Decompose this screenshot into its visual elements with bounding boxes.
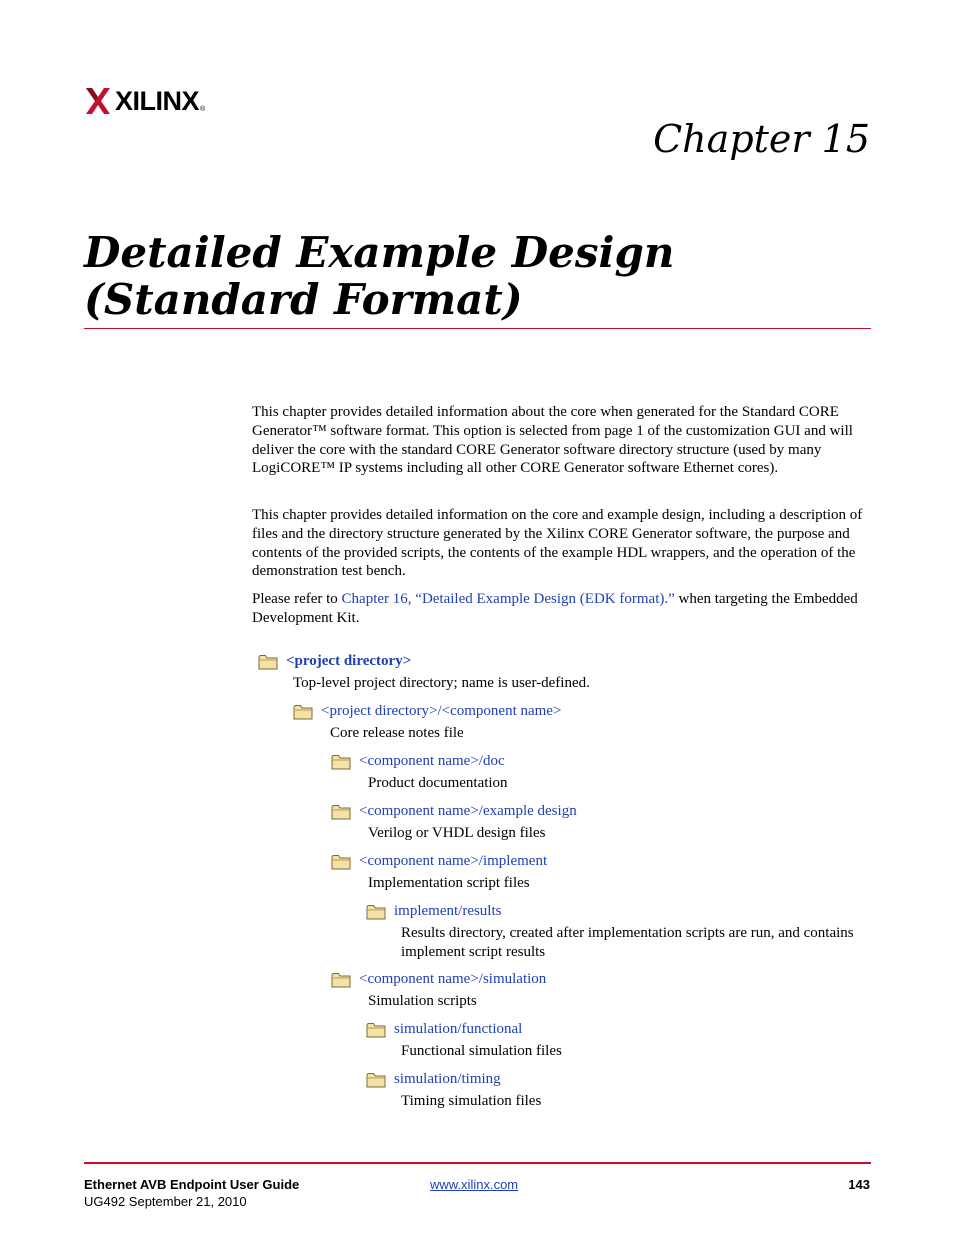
tree-item-description: Verilog or VHDL design files xyxy=(368,825,546,841)
tree-item xyxy=(366,1070,872,1111)
footer-url-link[interactable]: www.xilinx.com xyxy=(430,1177,519,1192)
logo-text: XILINX xyxy=(115,85,200,116)
folder-icon xyxy=(331,754,351,770)
tree-item-head[interactable] xyxy=(331,752,872,771)
tree-item-head[interactable] xyxy=(331,852,872,871)
xilinx-logo xyxy=(86,86,205,116)
intro-paragraph-3 xyxy=(252,590,872,628)
xilinx-mark-icon xyxy=(86,88,110,114)
tree-item-description: Functional simulation files xyxy=(401,1043,562,1059)
tree-item-description: Implementation script files xyxy=(368,875,530,891)
intro-paragraph-1: This chapter provides detailed information about the core when generated for the Standard CORE Generator™ software format. This option is selected from page 1 of the customization GUI and will deliver the core with the standard CORE Generator software directory structure (used by many LogiCORE™ IP systems including all other CORE Generator software Ethernet cores). xyxy=(252,404,853,477)
tree-item-label[interactable]: simulation/functional xyxy=(394,1021,523,1037)
tree-item-description: Simulation scripts xyxy=(368,993,477,1009)
title-divider xyxy=(84,328,871,329)
tree-item-head[interactable] xyxy=(331,802,872,821)
footer-divider xyxy=(84,1162,871,1164)
tree-item-description: Core release notes file xyxy=(330,725,464,741)
tree-item-head[interactable] xyxy=(293,702,872,721)
para3-text-after: when targeting the Embedded Development Kit. xyxy=(252,591,858,626)
tree-item-label[interactable]: <component name>/doc xyxy=(359,753,505,769)
tree-item xyxy=(258,652,872,693)
chapter-label: Chapter 15 xyxy=(653,117,870,161)
tree-item-label[interactable]: <project directory> xyxy=(286,653,412,669)
folder-icon xyxy=(366,1022,386,1038)
folder-icon xyxy=(331,804,351,820)
tree-item-head[interactable] xyxy=(366,1020,872,1039)
registered-mark: ® xyxy=(200,106,206,113)
folder-icon xyxy=(331,854,351,870)
tree-item-head[interactable] xyxy=(366,902,872,921)
chapter-16-link[interactable]: Chapter 16, “Detailed Example Design (EDK format).” xyxy=(341,591,675,607)
tree-item-head[interactable] xyxy=(258,652,872,671)
intro-paragraph-2: This chapter provides detailed information on the core and example design, including a description of files and the directory structure generated by the Xilinx CORE Generator software, the purpose and contents of the provided scripts, the contents of the example HDL wrappers, and the operation of the demonstration test bench. xyxy=(252,507,863,580)
tree-item-head[interactable] xyxy=(331,970,872,989)
tree-item xyxy=(331,802,872,843)
tree-item-description: Product documentation xyxy=(368,775,508,791)
footer-doc-id: UG492 September 21, 2010 xyxy=(84,1194,247,1209)
tree-item xyxy=(331,852,872,893)
page-number: 143 xyxy=(848,1177,870,1192)
tree-item xyxy=(366,1020,872,1061)
tree-item-label[interactable]: <component name>/simulation xyxy=(359,971,547,987)
folder-icon xyxy=(293,704,313,720)
tree-item xyxy=(366,902,872,962)
folder-icon xyxy=(366,904,386,920)
folder-icon xyxy=(258,654,278,670)
para3-text-before: Please refer to xyxy=(252,591,342,607)
tree-item-label[interactable]: <component name>/example design xyxy=(359,803,577,819)
tree-item-description: Top-level project directory; name is user-defined. xyxy=(293,675,590,691)
tree-item-label[interactable]: simulation/timing xyxy=(394,1071,501,1087)
tree-item xyxy=(293,702,872,743)
tree-item-label[interactable]: implement/results xyxy=(394,903,502,919)
tree-item-head[interactable] xyxy=(366,1070,872,1089)
folder-icon xyxy=(366,1072,386,1088)
tree-item xyxy=(331,752,872,793)
chapter-title: Detailed Example Design (Standard Format) xyxy=(84,228,675,324)
tree-item-label[interactable]: <component name>/implement xyxy=(359,853,548,869)
folder-icon xyxy=(331,972,351,988)
tree-item-description: Timing simulation files xyxy=(401,1093,542,1109)
tree-item xyxy=(331,970,872,1011)
tree-item-label[interactable]: <project directory>/<component name> xyxy=(321,703,562,719)
tree-item-description: Results directory, created after implementation scripts are run, and contains implement script results xyxy=(401,925,854,960)
footer-guide-title: Ethernet AVB Endpoint User Guide xyxy=(84,1177,300,1192)
